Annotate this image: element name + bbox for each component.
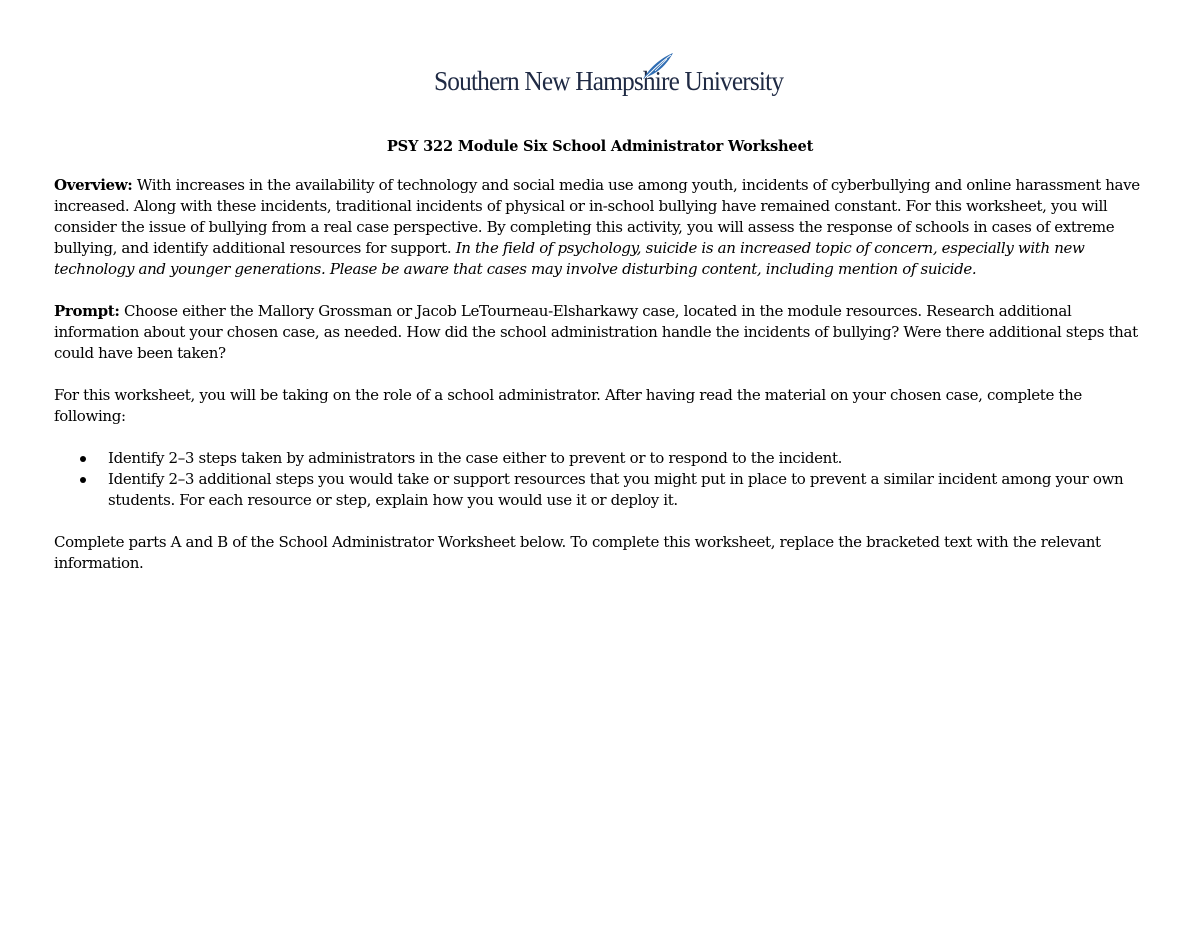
worksheet-title: PSY 322 Module Six School Administrator Worksheet [386, 138, 814, 155]
quill-leaf-icon [641, 52, 675, 80]
prompt-text: Choose either the Mallory Grossman or Jacob LeTourneau-Elsharkawy case, located in the module resources. Research additional information about your chosen case, as needed. How did the school administration handle the incidents of bullying? Were there additional steps that could have been taken? [54, 302, 1138, 362]
instructions-list [54, 448, 1154, 511]
list-item [108, 469, 1154, 511]
list-item-text: Identify 2–3 additional steps you would take or support resources that you might put in place to prevent a similar incident among your own students. For each resource or step, explain how you would use it or deploy it. [108, 470, 1124, 509]
overview-label: Overview: [54, 176, 133, 194]
prompt-paragraph [54, 301, 1154, 364]
closing-paragraph: Complete parts A and B of the School Administrator Worksheet below. To complete this worksheet, replace the bracketed text with the relevant information. [54, 533, 1101, 572]
role-paragraph: For this worksheet, you will be taking on the role of a school administrator. After having read the material on your chosen case, complete the following: [54, 386, 1082, 425]
logo-text: Southern New Hampshire University [434, 66, 784, 96]
university-logo [434, 52, 784, 108]
list-item-text: Identify 2–3 steps taken by administrators in the case either to prevent or to respond to the incident. [108, 449, 843, 467]
list-item [108, 448, 1154, 469]
bullet-icon [80, 477, 86, 483]
prompt-label: Prompt: [54, 302, 120, 320]
overview-paragraph [54, 175, 1154, 280]
bullet-icon [80, 456, 86, 462]
overview-warning: In the field of psychology, suicide is an increased topic of concern, especially with new technology and younger generations. Please be aware that cases may involve disturbing content, including mention of suicide. [54, 239, 1085, 278]
worksheet-body [54, 175, 1154, 595]
overview-text: With increases in the availability of technology and social media use among youth, incidents of cyberbullying and online harassment have increased. Along with these incidents, traditional incidents of physical or in-school bullying have remained constant. For this worksheet, you will consider the issue of bullying from a real case perspective. By completing this activity, you will assess the response of schools in cases of extreme bullying, and identify additional resources for support. [54, 176, 1140, 257]
